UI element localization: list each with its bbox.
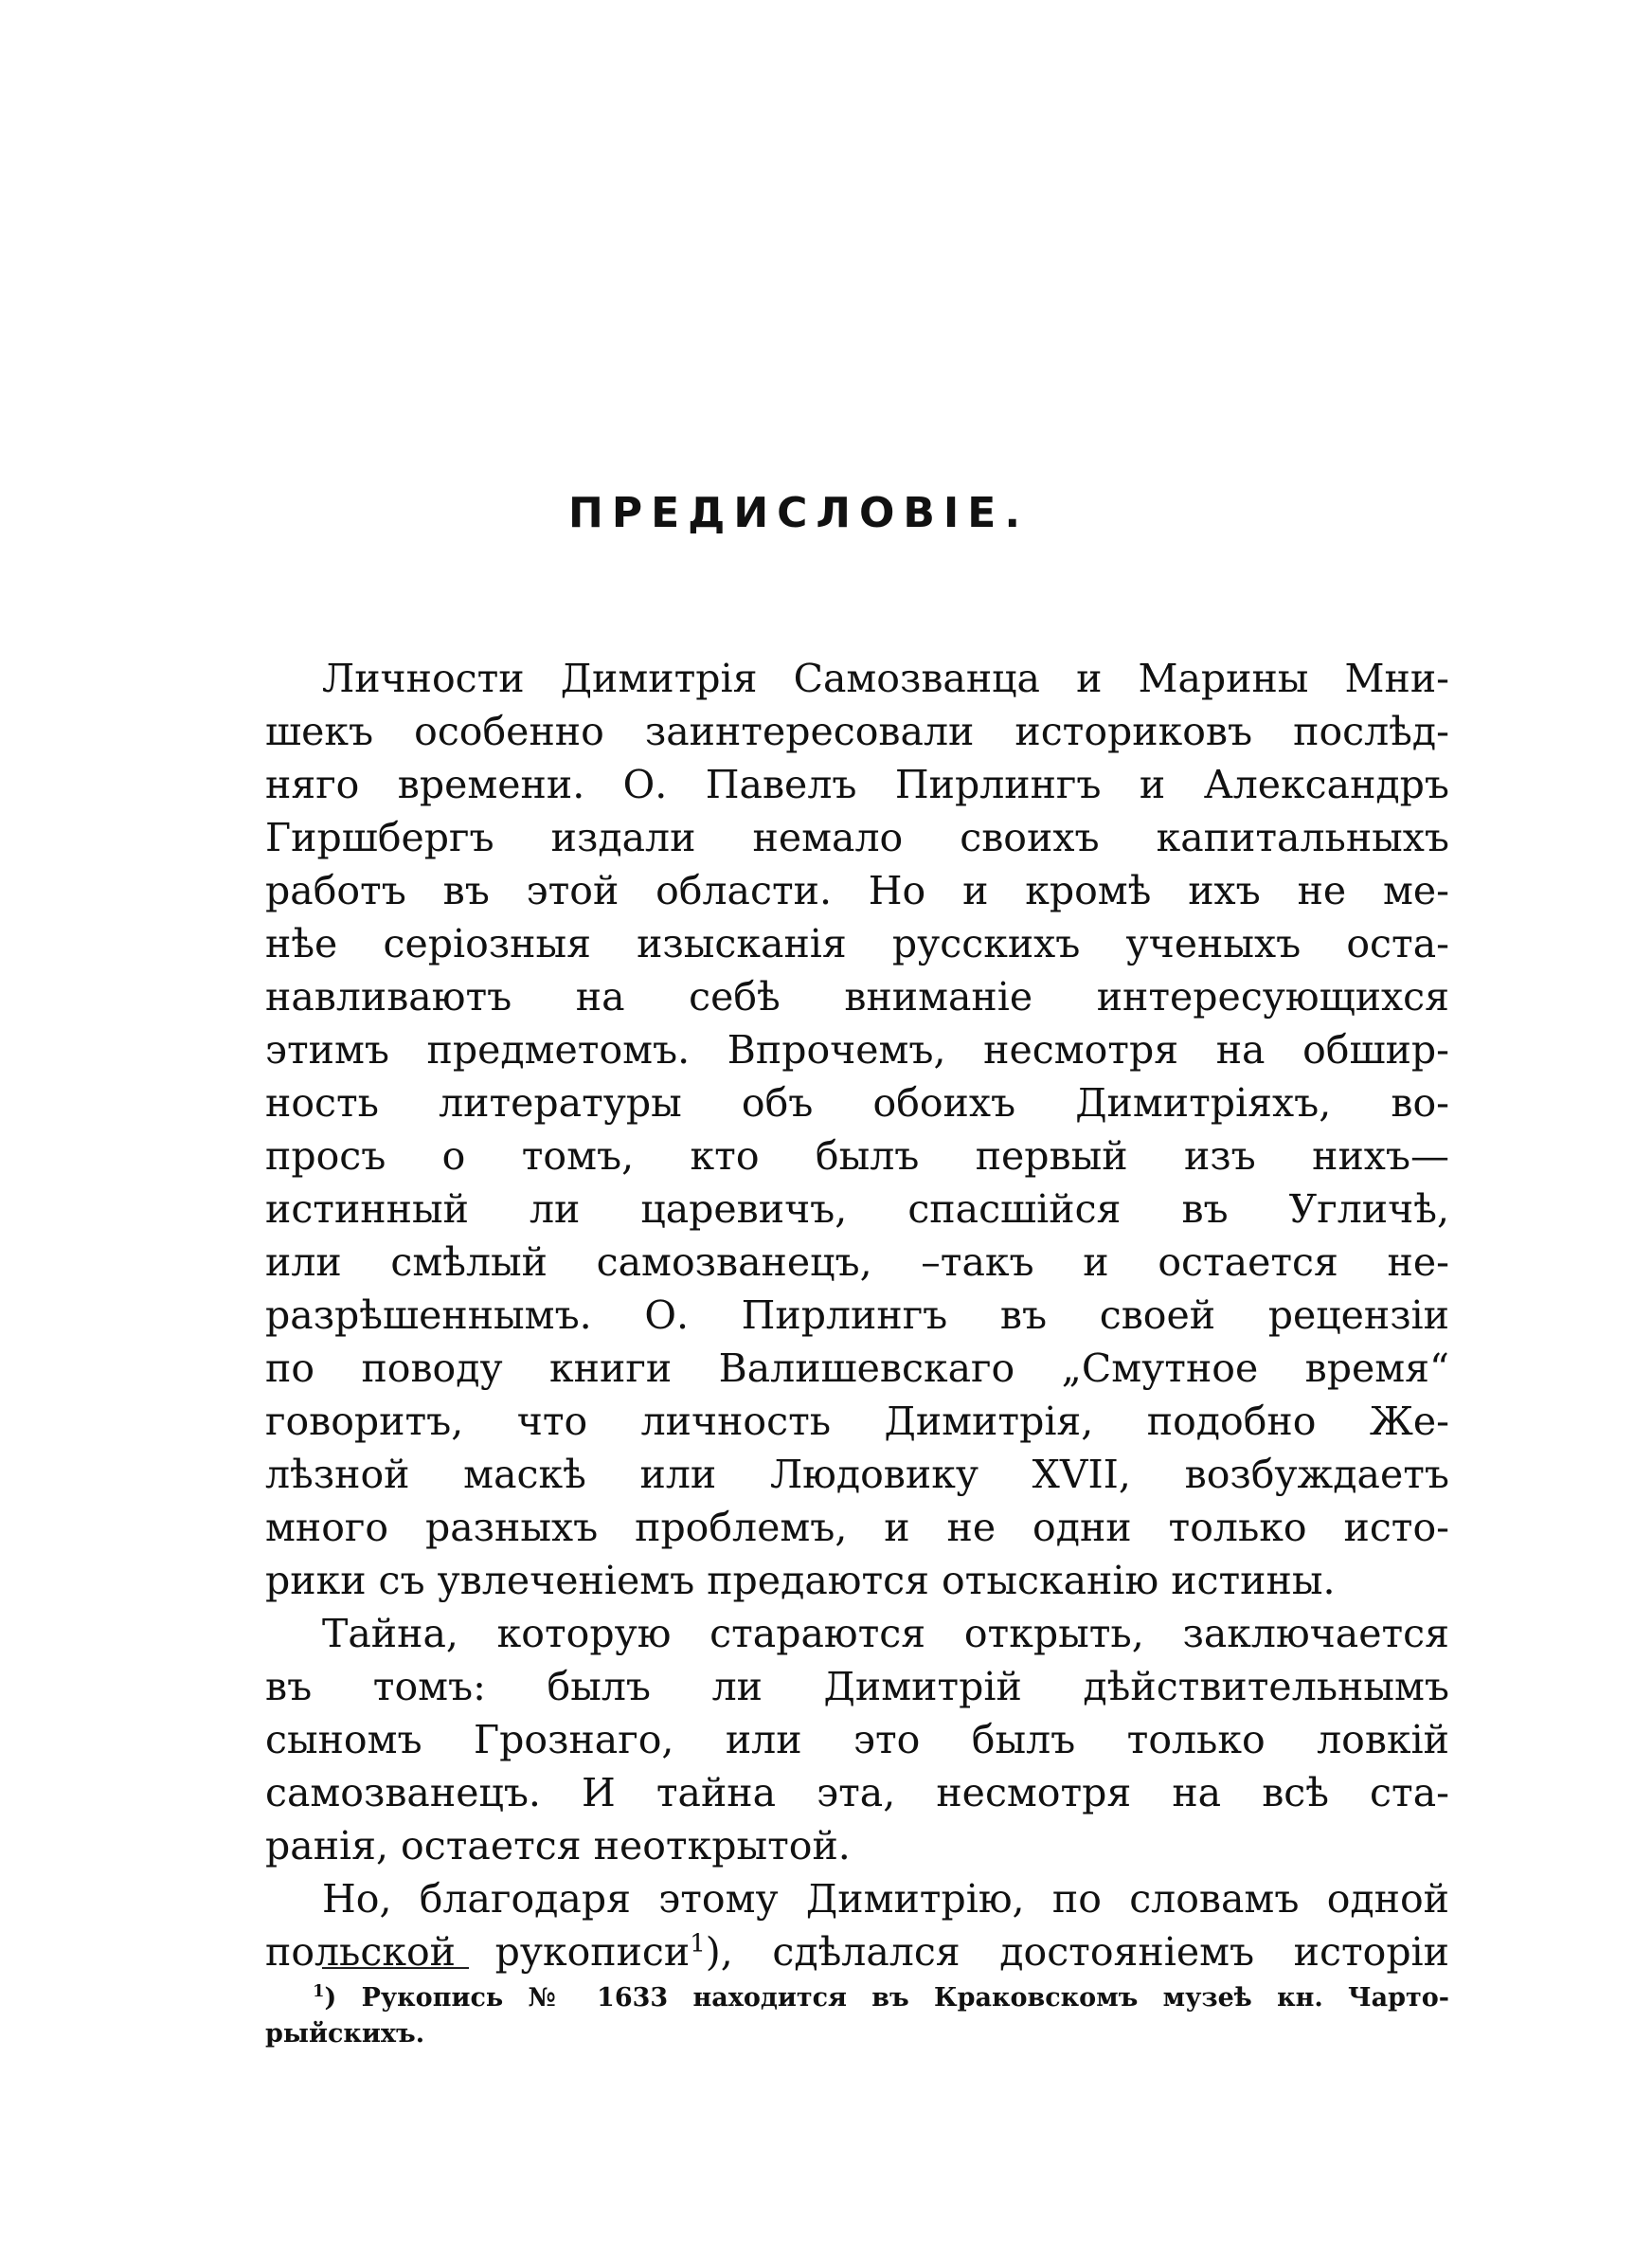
text-line: лѣзной маскѣ или Людовику XVII, возбуждаетъ <box>265 1452 1449 1497</box>
paragraph-2 <box>265 1607 1449 1872</box>
text-line: рики съ увлеченіемъ предаются отысканію истины. <box>265 1558 1336 1603</box>
text-fragment: ), сдѣлался достояніемъ исторіи <box>705 1929 1449 1975</box>
text-line: много разныхъ проблемъ, и не одни только исто- <box>265 1505 1449 1550</box>
text-line <box>265 1925 1449 1978</box>
footnote-reference: 1 <box>690 1929 706 1959</box>
text-line: ранія, остается неоткрытой. <box>265 1823 851 1869</box>
text-line: самозванецъ. И тайна эта, несмотря на всѣ ста- <box>265 1770 1449 1815</box>
text-line: по поводу книги Валишевскаго „Смутное время“ <box>265 1345 1449 1391</box>
text-line: или смѣлый самозванецъ, –такъ и остается не- <box>265 1239 1449 1285</box>
footnote-text: ) Рукопись № 1633 находится въ Краковскомъ музеѣ кн. Чарто- <box>324 1983 1449 2013</box>
page-heading: ПРЕДИСЛОВІЕ. <box>568 489 1030 537</box>
text-line: разрѣшеннымъ. О. Пирлингъ въ своей рецензіи <box>265 1292 1449 1338</box>
text-line: навливаютъ на себѣ вниманіе интересующихся <box>265 974 1449 1020</box>
footnote <box>265 1980 1449 2052</box>
text-line: говоритъ, что личность Димитрія, подобно Же- <box>265 1399 1449 1444</box>
text-line: нѣе серіозныя изысканія русскихъ ученыхъ оста- <box>265 921 1449 966</box>
body-text <box>265 652 1449 1978</box>
text-line: въ томъ: былъ ли Димитрій дѣйствительнымъ <box>265 1664 1449 1709</box>
text-fragment: польской рукописи <box>265 1929 691 1975</box>
footnote-divider <box>322 1967 469 1969</box>
text-line: Гиршбергъ издали немало своихъ капитальныхъ <box>265 815 1449 860</box>
text-line: ность литературы объ обоихъ Димитріяхъ, во- <box>265 1080 1449 1126</box>
paragraph-1 <box>265 652 1449 1607</box>
text-line: Личности Димитрія Самозванца и Марины Мни- <box>322 656 1449 701</box>
footnote-line <box>265 1980 1449 2016</box>
footnote-line: рыйскихъ. <box>265 2019 425 2049</box>
text-line: этимъ предметомъ. Впрочемъ, несмотря на обшир- <box>265 1027 1449 1073</box>
text-line: Но, благодаря этому Димитрію, по словамъ одной <box>322 1876 1449 1922</box>
text-line: сыномъ Грознаго, или это былъ только ловкій <box>265 1717 1449 1762</box>
text-line: просъ о томъ, кто былъ первый изъ нихъ— <box>265 1133 1449 1179</box>
footnote-marker: 1 <box>313 1981 325 2001</box>
text-line: работъ въ этой области. Но и кромѣ ихъ не ме- <box>265 868 1449 913</box>
paragraph-3 <box>265 1872 1449 1978</box>
text-line: Тайна, которую стараются открыть, заключается <box>322 1611 1449 1656</box>
text-line: истинный ли царевичъ, спасшійся въ Угличѣ, <box>265 1186 1449 1232</box>
text-line: шекъ особенно заинтересовали историковъ послѣд- <box>265 709 1449 754</box>
text-line: няго времени. О. Павелъ Пирлингъ и Александръ <box>265 762 1449 807</box>
